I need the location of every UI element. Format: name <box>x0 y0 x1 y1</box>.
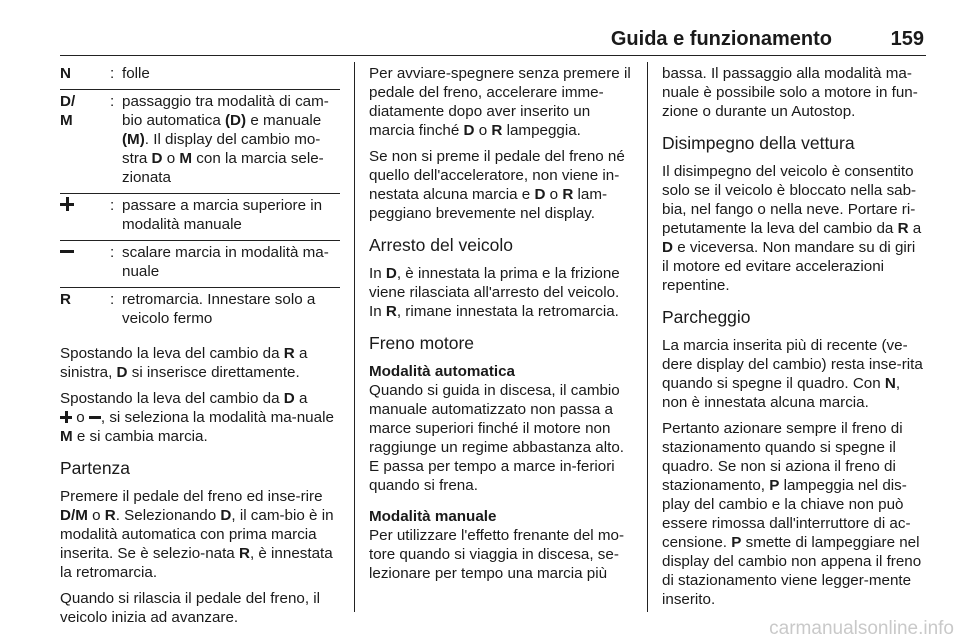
subheading-automatica: Modalità automatica <box>369 363 515 380</box>
column-1 <box>60 64 340 634</box>
heading-disimpegno: Disimpegno della vettura <box>662 133 855 153</box>
def-text: retromarcia. Innestare solo a veicolo fermo <box>122 288 340 335</box>
paragraph-manual-mode: Spostando la leva del cambio da D a o , si seleziona la modalità ma-nuale M e si cambia marcia. <box>60 390 334 445</box>
def-text: passare a marcia superiore in modalità manuale <box>122 194 340 241</box>
heading-arresto: Arresto del veicolo <box>369 235 513 255</box>
def-key: D/ M <box>60 90 110 194</box>
paragraph-parking-brake: Pertanto azionare sempre il freno di stazionamento quando si spegne il quadro. Se non si aziona il freno di stazionamento, P lampeggia nel dis-play del cambio e la chiave non può essere rimossa dall'interruttore di ac-censione. P smette di lampeggiare nel display del cambio non appena il freno di stazionamento viene legger-mente inserito. <box>662 420 922 608</box>
def-text: passaggio tra modalità di cam-bio automatica (D) e manuale (M). Il display del cambio mo-stra D o M con la marcia sele-zionata <box>122 90 340 194</box>
minus-icon <box>89 411 101 423</box>
gear-definitions <box>60 64 340 334</box>
def-colon: : <box>110 241 122 288</box>
def-text: folle <box>122 65 150 82</box>
def-key <box>60 241 110 288</box>
def-colon: : <box>110 65 115 82</box>
def-row-minus <box>60 241 340 288</box>
paragraph-release-brake: Quando si rilascia il pedale del freno, il veicolo inizia ad avanzare. <box>60 590 321 626</box>
paragraph-partenza: Premere il pedale del freno ed inse-rire D/M o R. Selezionando D, il cam-bio è in modalità automatica con prima marcia inserita. Se è selezio-nata R, è innestata la retromarcia. <box>60 488 334 581</box>
def-colon: : <box>110 288 122 335</box>
paragraph-lever-left: Spostando la leva del cambio da R a sinistra, D si inserisce direttamente. <box>60 345 308 381</box>
heading-parcheggio: Parcheggio <box>662 307 751 327</box>
paragraph-automatica: Quando si guida in discesa, il cambio manuale automatizzato non passa a marce superiori finché il motore non raggiunge un regime abbastanza alto. E passa per tempo a marce in-feriori quando si frena. <box>369 382 624 494</box>
page-number: 159 <box>890 28 924 50</box>
paragraph-arresto: In D, è innestata la prima e la frizione viene rilasciata all'arresto del veicolo. In R, rimane innestata la retromarcia. <box>369 265 620 320</box>
def-row-dm <box>60 90 340 194</box>
heading-partenza: Partenza <box>60 458 131 478</box>
column-2 <box>369 64 632 590</box>
paragraph-manual-switch: bassa. Il passaggio alla modalità ma-nuale è possibile solo a motore in fun-zione o durante un Autostop. <box>662 65 918 120</box>
column-divider-1 <box>354 62 355 612</box>
def-key: N <box>60 65 71 82</box>
def-key <box>60 194 110 241</box>
def-row-n <box>60 64 340 90</box>
paragraph-parcheggio: La marcia inserita più di recente (ve-dere display del cambio) resta inse-rita quando si spegne il quadro. Con N, non è innestata alcuna marcia. <box>662 337 923 411</box>
minus-icon <box>60 244 74 258</box>
subheading-manuale: Modalità manuale <box>369 508 497 525</box>
heading-freno-motore: Freno motore <box>369 333 475 353</box>
def-colon: : <box>110 194 122 241</box>
column-3 <box>662 64 926 616</box>
paragraph-no-pedal: Se non si preme il pedale del freno né quello dell'acceleratore, non viene in-nestata alcuna marcia e D o R lam-peggiano brevemente nel display. <box>369 148 625 222</box>
def-key: R <box>60 288 110 335</box>
def-colon: : <box>110 90 122 194</box>
watermark: carmanualsonline.info <box>769 618 954 639</box>
def-row-r <box>60 288 340 335</box>
section-title: Guida e funzionamento <box>610 28 832 50</box>
paragraph-disimpegno: Il disimpegno del veicolo è consentito solo se il veicolo è bloccato nella sab-bia, nel fango o nella neve. Portare ri-petutamente la leva del cambio da R a D e viceversa. Non mandare su di giri il motore ed evitare accelerazioni repentine. <box>662 163 922 294</box>
paragraph-manuale: Per utilizzare l'effetto frenante del mo-tore quando si viaggia in discesa, se-lezionare per tempo una marcia più <box>369 527 625 582</box>
column-divider-2 <box>647 62 648 612</box>
def-row-plus <box>60 194 340 241</box>
page-header <box>60 26 926 56</box>
paragraph-start-stop: Per avviare-spegnere senza premere il pedale del freno, accelerare imme-diatamente dopo aver inserito un marcia finché D o R lampeggia. <box>369 65 631 139</box>
plus-icon <box>60 411 72 423</box>
def-text: scalare marcia in modalità ma-nuale <box>122 241 340 288</box>
plus-icon <box>60 197 74 211</box>
